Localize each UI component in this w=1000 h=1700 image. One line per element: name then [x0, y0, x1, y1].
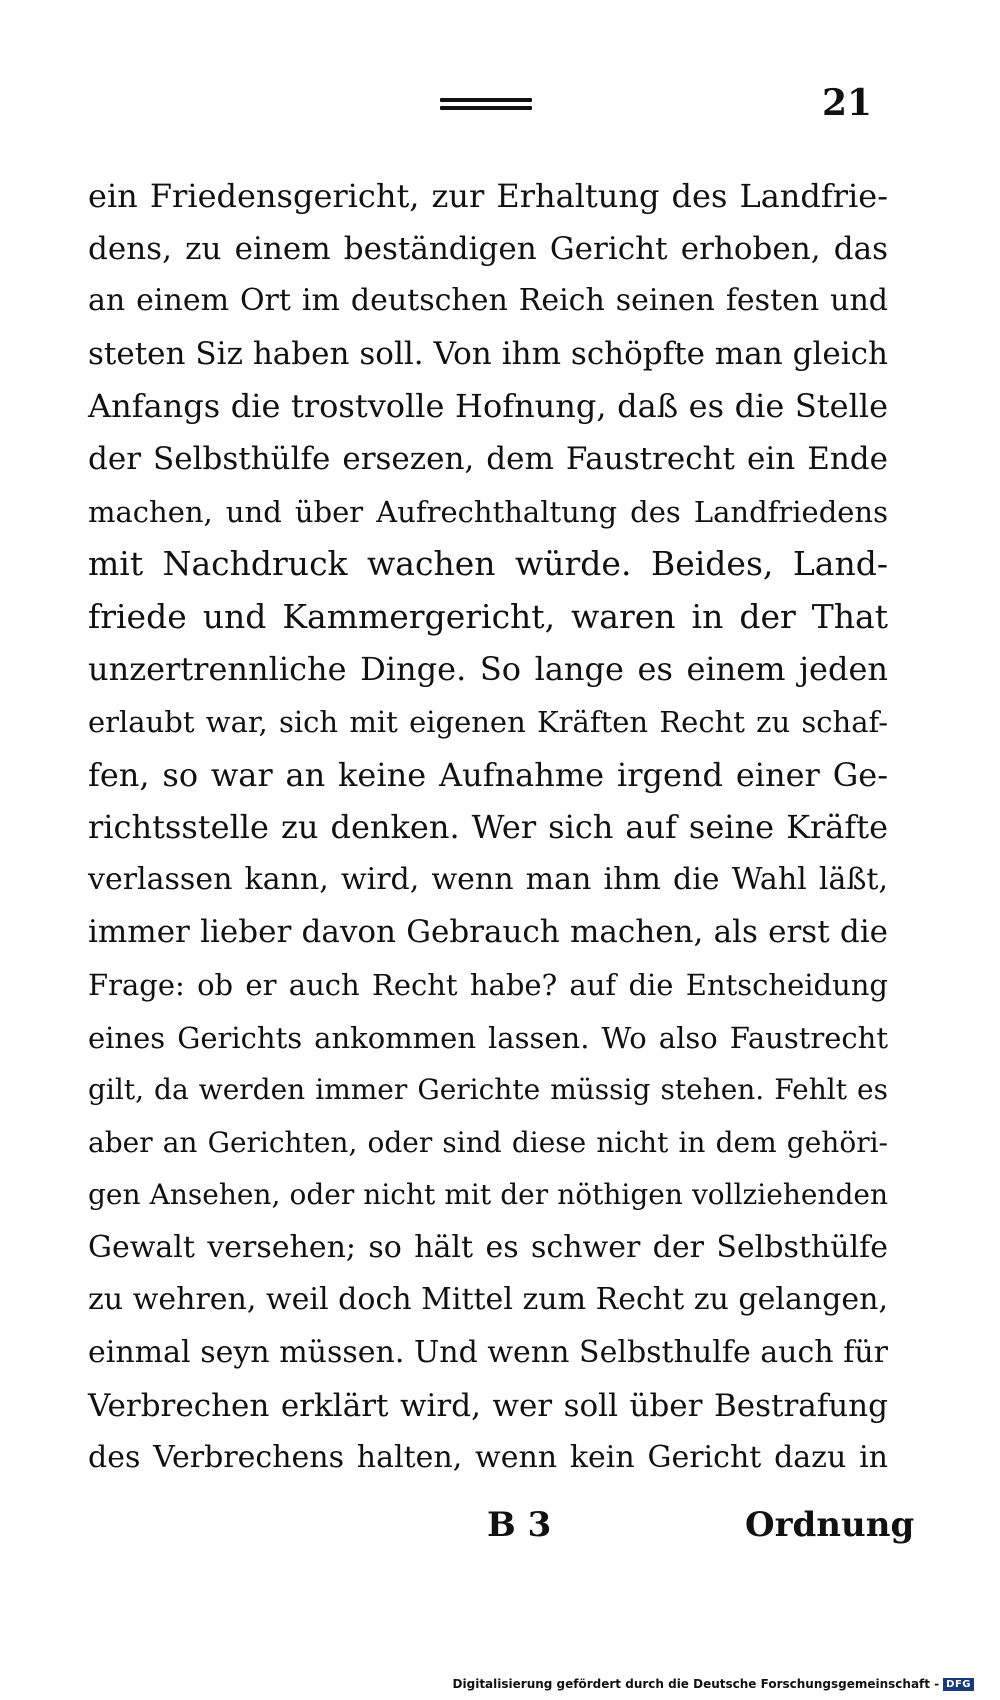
text-line: friede und Kammergericht, waren in der That [88, 596, 888, 636]
text-line: ein Friedensgericht, zur Erhaltung des Landfrie- [88, 177, 888, 215]
header-ornament-rule [440, 98, 532, 110]
text-line: erlaubt war, sich mit eigenen Kräften Recht zu schaf- [88, 704, 888, 739]
attribution-text: Digitalisierung gefördert durch die Deutsche Forschungsgemeinschaft - [452, 1677, 940, 1691]
text-line: Anfangs die trostvolle Hofnung, daß es die Stelle [88, 387, 888, 426]
text-line: immer lieber davon Gebrauch machen, als erst die [88, 914, 888, 951]
digitization-attribution [453, 1674, 974, 1694]
text-line: fen, so war an keine Aufnahme irgend einer Ge- [88, 755, 888, 794]
text-line: eines Gerichts ankommen lassen. Wo also Faustrecht [88, 1020, 888, 1055]
text-line: Gewalt versehen; so hält es schwer der Selbsthülfe [88, 1229, 888, 1265]
text-line: unzertrennliche Dinge. So lange es einem jeden [88, 650, 888, 689]
text-line: einmal seyn müssen. Und wenn Selbsthulfe auch für [88, 1335, 888, 1371]
signature-mark: B 3 [487, 1505, 552, 1545]
catchword: Ordnung [745, 1505, 915, 1545]
text-line: an einem Ort im deutschen Reich seinen festen und [88, 283, 888, 319]
text-line: der Selbsthülfe ersezen, dem Faustrecht ein Ende [88, 440, 888, 477]
text-line: Frage: ob er auch Recht habe? auf die Entscheidung [88, 967, 888, 1002]
text-line: machen, und über Aufrechthaltung des Landfriedens [88, 494, 888, 529]
text-line: dens, zu einem beständigen Gericht erhoben, das [88, 230, 888, 267]
text-line: mit Nachdruck wachen würde. Beides, Land- [88, 544, 888, 584]
text-line: zu wehren, weil doch Mittel zum Recht zu gelangen, [88, 1282, 888, 1318]
text-line: des Verbrechens halten, wenn kein Gericht dazu in [88, 1440, 888, 1476]
text-line: richtsstelle zu denken. Wer sich auf seine Kräfte [88, 808, 888, 847]
body-text [88, 170, 888, 1485]
text-line: verlassen kann, wird, wenn man ihm die Wahl läßt, [88, 861, 888, 897]
text-line: gen Ansehen, oder nicht mit der nöthigen vollziehenden [88, 1178, 888, 1212]
text-line: gilt, da werden immer Gerichte müssig stehen. Fehlt es [88, 1073, 888, 1107]
text-line: aber an Gerichten, oder sind diese nicht in dem gehöri- [88, 1125, 888, 1159]
page-number: 21 [822, 82, 873, 124]
text-line: Verbrechen erklärt wird, wer soll über Bestrafung [88, 1387, 888, 1424]
dfg-logo-icon: DFG [943, 1678, 974, 1691]
text-line: steten Siz haben soll. Von ihm schöpfte man gleich [88, 335, 888, 372]
